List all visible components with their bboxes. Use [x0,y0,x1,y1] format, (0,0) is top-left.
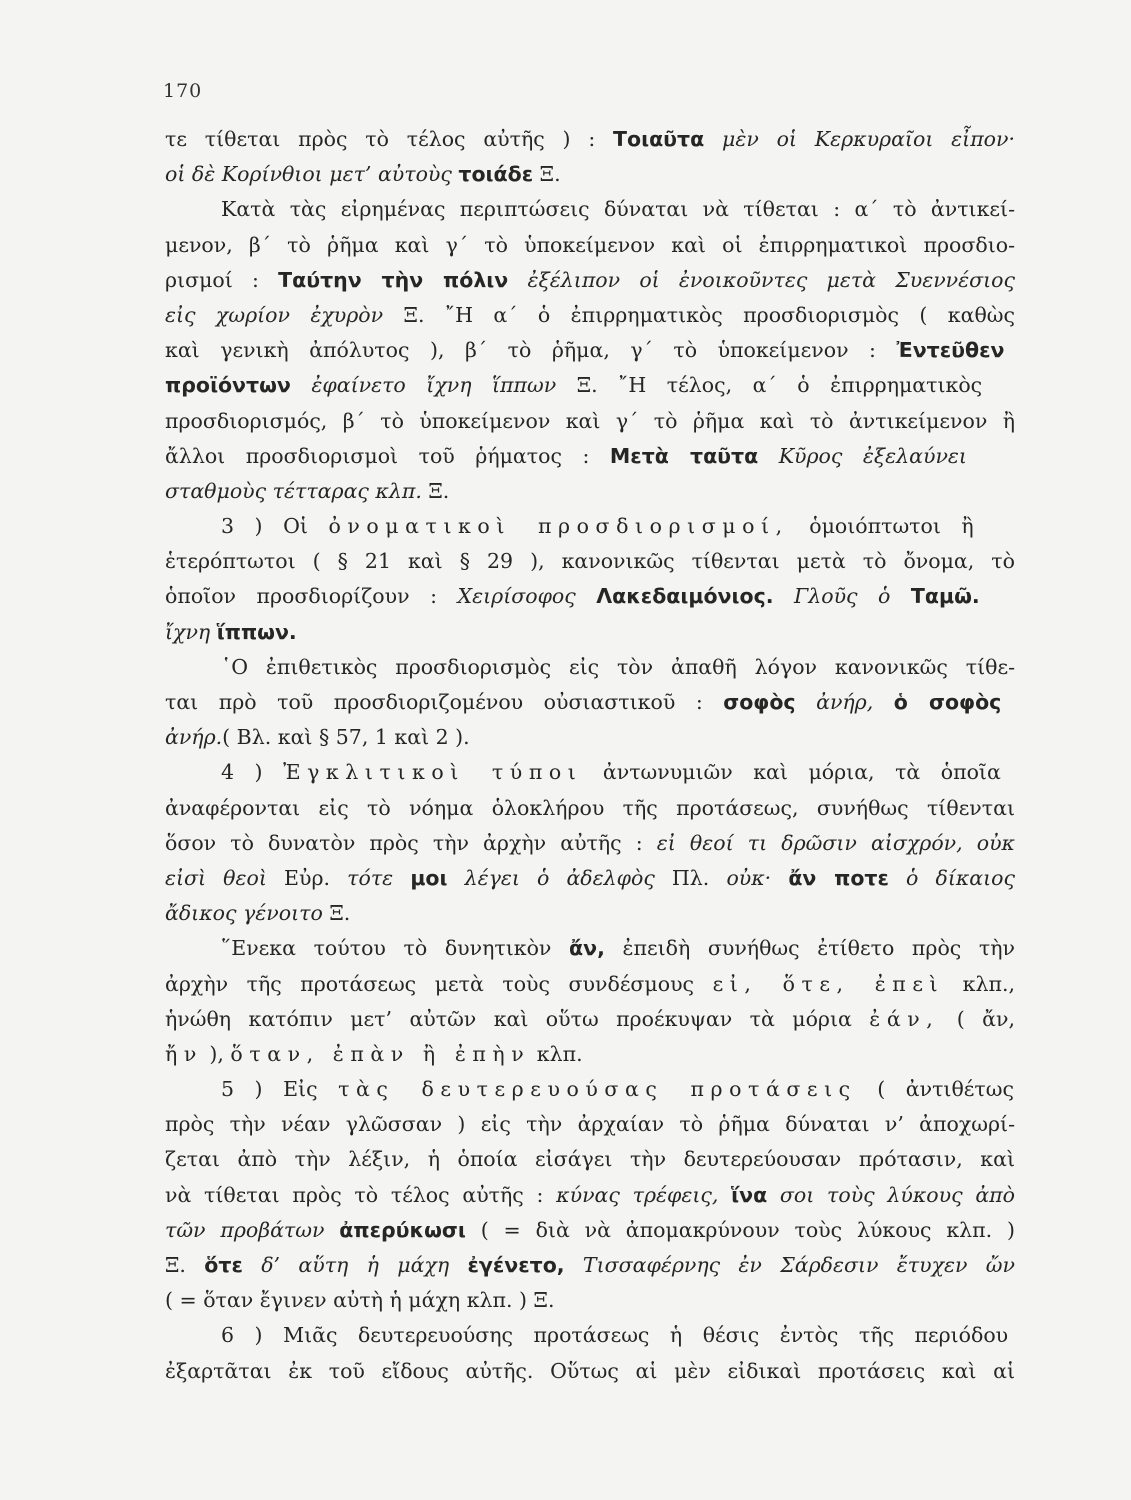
text-line [165,192,1015,227]
bold-text: Ταύτην τὴν πόλιν [278,267,509,292]
text-span: ἐπειδὴ συνήθως ἐτίθετο πρὸς τὴν [604,936,1015,961]
text-line [165,896,1015,931]
text-span: κλπ., [944,971,1015,996]
spaced-text: ὅταν, ἐπὰν ἢ ἐπὴν [230,1041,531,1066]
text-span: ῾Ο ἐπιθετικὸς προσδιορισμὸς εἰς τὸν ἀπαθῆ λόγον κανονικῶς τίθε- [221,654,1015,679]
text-line [165,615,1015,650]
bold-text: ἀπερύκωσι [339,1217,466,1242]
bold-text: ἄν, [569,936,605,961]
text-span: καὶ γενικὴ ἀπόλυτος ), β΄ τὸ ῥῆμα, γ΄ τὸ ὑποκείμενον : [165,338,897,363]
text-span: ὅσον τὸ δυνατὸν πρὸς τὴν ἀρχὴν αὐτῆς : [165,830,657,855]
text-line [165,1283,1015,1318]
text-span: ( ἄν, [939,1006,1015,1031]
text-line [165,1142,1015,1177]
bold-text: Ἐντεῦθεν [896,338,1005,363]
spaced-text: εἰ, ὅτε, ἐπεὶ [712,971,945,996]
text-line [165,931,1015,966]
text-line [165,439,1015,474]
italic-text: Γλοῦς ὁ [773,584,911,609]
bold-text: Μετὰ ταῦτα [609,443,759,468]
text-line [165,404,1015,439]
bold-text: τοιάδε [458,162,534,187]
italic-text: ἀνήρ, [795,690,894,714]
text-span: πρὸς τὴν νέαν γλῶσσαν ) εἰς τὴν ἀρχαίαν τὸ ῥῆμα δύναται ν’ ἀποχωρί- [165,1112,1015,1137]
italic-text: οὐκ· [726,865,789,890]
text-span: ( = διὰ νὰ ἀπομακρύνουν τοὺς λύκους κλπ. ) [465,1217,1015,1242]
text-span: ἀρχὴν τῆς προτάσεως μετὰ τοὺς συνδέσμους [165,971,713,996]
text-span: Πλ. [654,865,727,890]
bold-text: μοι [410,865,448,890]
italic-text: εἰς χωρίον ἐχυρὸν [165,302,384,327]
text-line [165,650,1015,685]
bold-text: Ταμῶ. [910,584,980,609]
bold-text: ὁ σοφὸς [893,690,1002,714]
bold-text: Λακεδαιμόνιος. [596,584,774,609]
italic-text: σοι τοὺς λύκους ἀπὸ [767,1182,1015,1207]
text-span: Ξ. ῎Η α΄ ὁ ἐπιρρηματικὸς προσδιορισμὸς ( καθὼς [383,302,1015,327]
text-span: ῞Ενεκα τούτου τὸ δυνητικὸν [221,936,570,961]
text-span: ἄλλοι προσδιορισμοὶ τοῦ ῥήματος : [165,443,610,468]
text-line [165,1002,1015,1037]
text-line [165,685,1015,720]
bold-text: ὅτε [204,1253,243,1277]
text-line [165,228,1015,263]
text-line [165,1072,1015,1107]
text-line [165,368,1015,403]
italic-text: ἐφαίνετο ἴχνη ἵππων [290,373,557,398]
italic-text: ἴχνη [165,619,217,644]
text-line [165,755,1015,790]
text-line [165,333,1015,368]
text-span: Ξ. [421,478,450,503]
text-line [165,791,1015,826]
italic-text: τότε [347,865,411,890]
text-span: ὁποῖον προσδιορίζουν : [165,584,458,609]
text-line [165,157,1015,192]
text-span: Κατὰ τὰς εἰρημένας περιπτώσεις δύναται νὰ τίθεται : α΄ τὸ ἀντικεί- [221,197,1015,222]
text-span: ἡνώθη κατόπιν μετ’ αὐτῶν καὶ οὕτω προέκυψαν τὰ μόρια [165,1006,870,1031]
italic-text: Τισσαφέρνης ἐν Σάρδεσιν ἔτυχεν ὤν [564,1253,1015,1277]
italic-text: εἰ θεοί τι δρῶσιν αἰσχρόν, οὐκ [656,830,1015,855]
italic-text: τῶν προβάτων [165,1217,340,1242]
bold-text: Τοιαῦτα [613,127,705,151]
spaced-text: Ἐγκλιτικοὶ τύποι [283,760,583,785]
italic-text: δ’ αὕτη ἡ μάχη [242,1253,468,1277]
text-span: 4 ) [221,760,284,785]
italic-text: ὁ δίκαιος [888,865,1016,890]
text-line [165,826,1015,861]
italic-text: μὲν οἱ Κερκυραῖοι εἶπον· [704,127,1015,151]
text-line [165,298,1015,333]
bold-text: προϊόντων [165,373,291,398]
text-span: νὰ τίθεται πρὸς τὸ τέλος αὐτῆς : [165,1182,557,1207]
text-line [165,474,1015,509]
spaced-text: τὰς δευτερευούσας προτάσεις [338,1077,857,1102]
text-span: Ξ. [533,162,561,187]
text-line [165,1318,1015,1353]
page-number: 170 [163,80,203,102]
text-line [165,1037,1015,1072]
bold-text: ἐγένετο, [467,1253,565,1277]
text-span: ( ἀντιθέτως [856,1077,1014,1102]
italic-text: ἄδικος γένοιτο [165,901,323,926]
text-span: ται πρὸ τοῦ προσδιοριζομένου οὐσιαστικοῦ : [165,690,724,714]
text-span: 3 ) Οἱ [221,514,329,539]
italic-text: κύνας τρέφεις, [556,1182,732,1207]
bold-text: ἵνα [731,1182,768,1207]
text-block [165,122,1015,1389]
text-line [165,1213,1015,1248]
text-span: ἐξαρτᾶται ἐκ τοῦ εἴδους αὐτῆς. Οὕτως αἱ μὲν εἰδικαὶ προτάσεις καὶ αἱ [165,1358,1015,1383]
spaced-text: ἐάν, [869,1006,940,1031]
text-line [165,1354,1015,1389]
text-span: ἀντωνυμιῶν καὶ μόρια, τὰ ὁποῖα [582,760,1001,785]
text-span: ἀναφέρονται εἰς τὸ νόημα ὁλοκλήρου τῆς προτάσεως, συνήθως τίθενται [165,795,1015,820]
italic-text: ἐξέλιπον οἱ ἐνοικοῦντες μετὰ Συεννέσιος [508,267,1015,292]
text-line [165,720,1015,755]
italic-text: σταθμοὺς τέτταρας κλπ. [165,478,422,503]
text-line [165,1248,1015,1283]
text-span: ὁμοιόπτωτοι ἢ [788,514,974,539]
italic-text: οἱ δὲ Κορίνθιοι μετ’ αὐτοὺς [165,162,459,187]
text-line [165,861,1015,896]
italic-text: Χειρίσοφος [457,584,597,609]
text-span: προσδιορισμός, β΄ τὸ ὑποκείμενον καὶ γ΄ τὸ ῥῆμα καὶ τὸ ἀντικείμενον ἢ [165,408,1015,433]
spaced-text: ἤν [165,1041,203,1066]
bold-text: ἵππων. [216,619,297,644]
bold-text: σοφὸς [723,690,796,714]
text-line [165,122,1015,157]
italic-text: λέγει ὁ ἀδελφὸς [447,865,655,890]
text-line [165,544,1015,579]
text-span: μενον, β΄ τὸ ῥῆμα καὶ γ΄ τὸ ὑποκείμενον καὶ οἱ ἐπιρρηματικοὶ προσδιο- [165,232,1015,257]
text-span: Εὐρ. [266,865,348,890]
spaced-text: ὀνοματικοὶ προσδιορισμοί, [328,514,789,539]
italic-text: εἰσὶ θεοὶ [165,865,267,890]
text-span: 5 ) Εἰς [221,1077,339,1102]
text-span: Ξ. [165,1253,205,1277]
text-span: κλπ. [530,1041,583,1066]
text-span: τε τίθεται πρὸς τὸ τέλος αὐτῆς ) : [165,127,614,151]
text-line [165,1178,1015,1213]
text-span: ἑτερόπτωτοι ( § 21 καὶ § 29 ), κανονικῶς τίθενται μετὰ τὸ ὄνομα, τὸ [165,549,1015,574]
text-line [165,509,1015,544]
text-span: ρισμοί : [165,267,279,292]
italic-text: Κῦρος ἐξελαύνει [758,443,967,468]
text-line [165,1107,1015,1142]
text-span: 6 ) Μιᾶς δευτερευούσης προτάσεως ἡ θέσις ἐντὸς τῆς περιόδου [221,1323,1009,1348]
bold-text: ἄν ποτε [788,865,889,890]
text-span: ζεται ἀπὸ τὴν λέξιν, ἡ ὁποία εἰσάγει τὴν δευτερεύουσαν πρότασιν, καὶ [165,1147,1015,1172]
text-line [165,967,1015,1002]
text-span: Ξ. [322,901,351,926]
text-span: Ξ. ῎Η τέλος, α΄ ὁ ἐπιρρηματικὸς [556,373,983,398]
text-line [165,263,1015,298]
text-span: ( = ὅταν ἔγινεν αὐτὴ ἡ μάχη κλπ. ) Ξ. [165,1288,555,1313]
text-span: ( Βλ. καὶ § 57, 1 καὶ 2 ). [222,725,470,750]
text-line [165,579,1015,614]
italic-text: ἀνήρ. [165,725,223,750]
text-span: ), [202,1041,231,1066]
